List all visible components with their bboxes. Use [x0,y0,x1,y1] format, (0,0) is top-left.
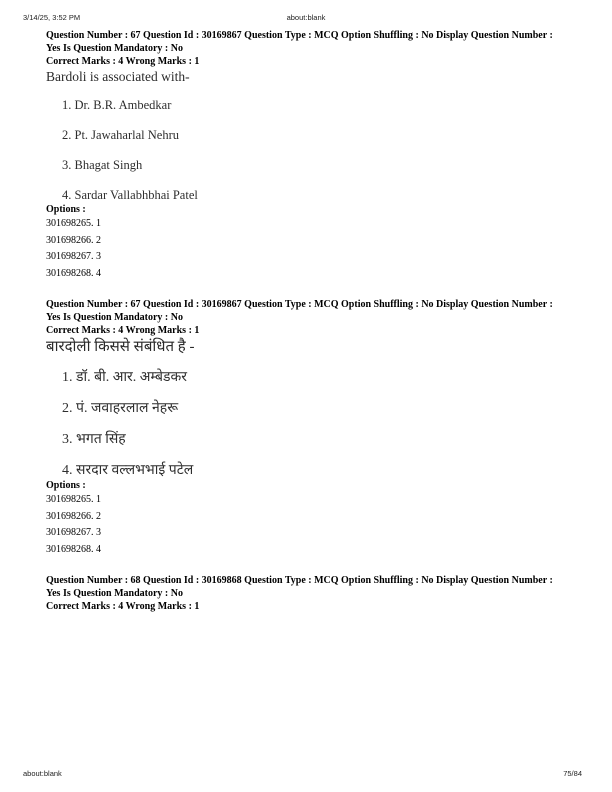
question-image [46,69,566,203]
question-choice: 4. Sardar Vallabhbhai Patel [62,188,198,202]
print-header [0,13,612,23]
question-choice: 4. सरदार वल्लभभाई पटेल [62,463,194,478]
question-meta: Question Number : 67 Question Id : 30169867 Question Type : MCQ Option Shuffling : No Display Question Number : Yes Is Question Mandatory : No [46,299,553,323]
question-block [46,30,566,282]
option-row: 301698265. 1 [46,494,101,505]
question-choice: 1. डॉ. बी. आर. अम्बेडकर [62,370,187,385]
question-block [46,575,566,613]
options-label: Options : [46,480,86,491]
option-row: 301698267. 3 [46,527,101,538]
question-choice: 3. भगत सिंह [62,432,126,447]
question-choice: 2. पं. जवाहरलाल नेहरू [62,401,179,416]
question-stem: Bardoli is associated with- [46,69,190,84]
question-marks: Correct Marks : 4 Wrong Marks : 1 [46,601,200,612]
question-meta: Question Number : 67 Question Id : 30169867 Question Type : MCQ Option Shuffling : No Display Question Number : Yes Is Question Mandatory : No [46,30,553,54]
option-row: 301698266. 2 [46,510,101,522]
page-number: 75/84 [563,769,582,778]
option-row: 301698266. 2 [46,234,101,246]
print-footer [0,769,612,779]
question-image [46,338,566,479]
print-datetime: 3/14/25, 3:52 PM [23,13,81,22]
question-choice: 3. Bhagat Singh [62,158,143,172]
option-row: 301698265. 1 [46,218,101,229]
question-block [46,299,566,558]
option-row: 301698268. 4 [46,267,101,279]
option-row: 301698267. 3 [46,251,101,262]
question-choice: 2. Pt. Jawaharlal Nehru [62,128,179,142]
question-choice: 1. Dr. B.R. Ambedkar [62,98,172,112]
footer-url: about:blank [23,769,62,778]
document-body [46,30,566,613]
question-marks: Correct Marks : 4 Wrong Marks : 1 [46,56,200,67]
question-meta: Question Number : 68 Question Id : 30169868 Question Type : MCQ Option Shuffling : No Display Question Number : Yes Is Question Mandatory : No [46,575,553,599]
option-row: 301698268. 4 [46,543,101,555]
options-label: Options : [46,204,86,215]
question-stem: बारदोली किससे संबंधित है - [46,339,195,355]
print-url: about:blank [286,13,326,22]
question-marks: Correct Marks : 4 Wrong Marks : 1 [46,325,200,336]
